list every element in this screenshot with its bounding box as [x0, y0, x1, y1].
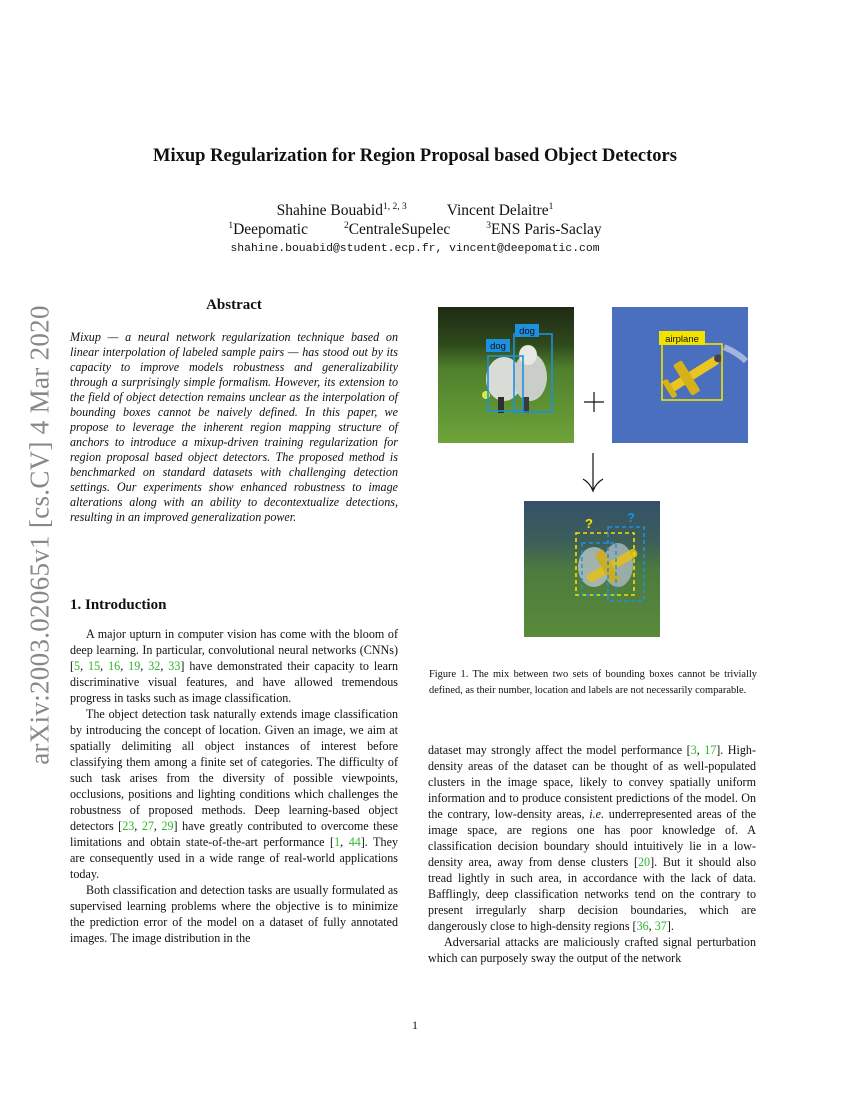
arrow-down-icon — [578, 451, 608, 493]
emphasis: i.e. — [589, 807, 605, 821]
box-label: dog — [519, 326, 535, 337]
affil-sup: 1 — [228, 221, 234, 231]
affiliation: ENS Paris-Saclay — [491, 221, 602, 238]
author-name: Shahine Bouabid — [276, 202, 383, 219]
figure-dog-image — [438, 307, 574, 443]
plus-icon — [582, 390, 606, 414]
citation-link[interactable]: 27 — [141, 819, 154, 833]
affil-sup: 2 — [343, 221, 349, 231]
author-affil-sup: 1, 2, 3 — [382, 202, 407, 212]
citation-link[interactable]: 3 — [690, 743, 697, 757]
paragraph: dataset may strongly affect the model performance [3, 17]. High-density areas of the dataset can be thought of as well-populated clusters in the image space, likely to convey spatially uniform information and to produce consistent predictions of the model. On the contrary, low-density areas, i.e. underrepresented areas of the image space, are regions one has poor knowledge of. A classification decision boundary should intuitively lie in a low-density area, away from dense clusters [20]. But it should also tread lightly in such area, in accordance with the lack of data. Bafflingly, deep classification networks tend on the contrary to present irregularly sharp decision boundaries, which are dangerously close to high-density regions [36, 37]. — [428, 743, 757, 933]
left-column-text — [70, 626, 398, 946]
author-name: Vincent Delaitre — [446, 202, 549, 219]
affiliation: Deepomatic — [233, 221, 308, 238]
paragraph: A major upturn in computer vision has come with the bloom of deep learning. In particular, convolutional neural networks (CNNs) [5, 15, 16, 19, 32, 33] have demonstrated their capacity to learn discriminative visual features, and have allowed tremendous progress in tasks such as image classification. — [70, 627, 399, 705]
figure-airplane-image — [612, 307, 748, 443]
citation-link[interactable]: 29 — [161, 819, 174, 833]
abstract-heading: Abstract — [206, 297, 262, 313]
box-label: ? — [627, 510, 635, 525]
citation-link[interactable]: 32 — [148, 659, 161, 673]
citation-link[interactable]: 1 — [334, 835, 341, 849]
affiliation: CentraleSupelec — [348, 221, 451, 238]
citation-link[interactable]: 44 — [348, 835, 361, 849]
section-heading-introduction: 1. Introduction — [70, 597, 167, 613]
citation-link[interactable]: 17 — [704, 743, 717, 757]
page-number: 1 — [412, 1018, 418, 1032]
author-affil-sup: 1 — [548, 202, 554, 212]
citation-link[interactable]: 23 — [122, 819, 135, 833]
box-label: airplane — [665, 334, 699, 345]
arxiv-stamp: arXiv:2003.02065v1 [cs.CV] 4 Mar 2020 — [24, 305, 55, 765]
figure-mixup-image — [524, 501, 660, 637]
citation-link[interactable]: 16 — [108, 659, 121, 673]
author-emails[interactable]: shahine.bouabid@student.ecp.fr, vincent@deepomatic.com — [230, 243, 600, 255]
citation-link[interactable]: 33 — [168, 659, 181, 673]
figure-caption: Figure 1. The mix between two sets of bounding boxes cannot be trivially defined, as their number, location and labels are not necessarily comparable. — [429, 669, 757, 696]
paragraph: The object detection task naturally extends image classification by introducing the concept of location. Given an image, we aim at spatially delimiting all object instances of interest before classifying them among a finite set of categories. The difficulty of such task arises from the diversity of possible viewpoints, occlusions, positions and lighting conditions which challenges the robustness of proposed methods. Deep learning-based object detectors [23, 27, 29] have greatly contributed to overcome these limitations and obtain state-of-the-art performance [1, 44]. They are consequently used in a wide range of real-world applications today. — [70, 707, 399, 881]
box-label: dog — [490, 341, 506, 352]
authors — [0, 202, 830, 220]
abstract-text: Mixup — a neural network regularization technique based on linear interpolation of labeled sample pairs — has stood out by its capacity to improve models robustness and generalizability through a surprisingly simple formalism. However, its extension to the field of object detection remains unclear as the interpolation of bounding boxes cannot be naively defined. In this paper, we propose to leverage the inherent region mapping structure of anchors to introduce a mixup-driven training regularization for region proposal based object detectors. The proposed method is benchmarked on standard datasets with challenging detection settings. Our experiments show enhanced robustness to image alterations along with an ability to decontextualize detections, resulting in an improved generalization power. — [70, 330, 398, 524]
paper-title: Mixup Regularization for Region Proposal based Object Detectors — [153, 146, 677, 166]
right-column-text — [428, 742, 756, 966]
box-label: ? — [585, 516, 593, 531]
paragraph: Adversarial attacks are maliciously crafted signal perturbation which can purposely sway the output of the network — [428, 935, 756, 965]
citation-link[interactable]: 5 — [74, 659, 81, 673]
citation-link[interactable]: 20 — [638, 855, 651, 869]
paragraph: Both classification and detection tasks are usually formulated as supervised learning problems where the objective is to minimize the prediction error of the model on a dataset of fully annotated images. The image distribution in the — [70, 883, 398, 945]
affil-sup: 3 — [486, 221, 492, 231]
citation-link[interactable]: 15 — [88, 659, 101, 673]
citation-link[interactable]: 37 — [654, 919, 667, 933]
affiliations — [0, 221, 830, 239]
citation-link[interactable]: 36 — [636, 919, 649, 933]
citation-link[interactable]: 19 — [128, 659, 141, 673]
